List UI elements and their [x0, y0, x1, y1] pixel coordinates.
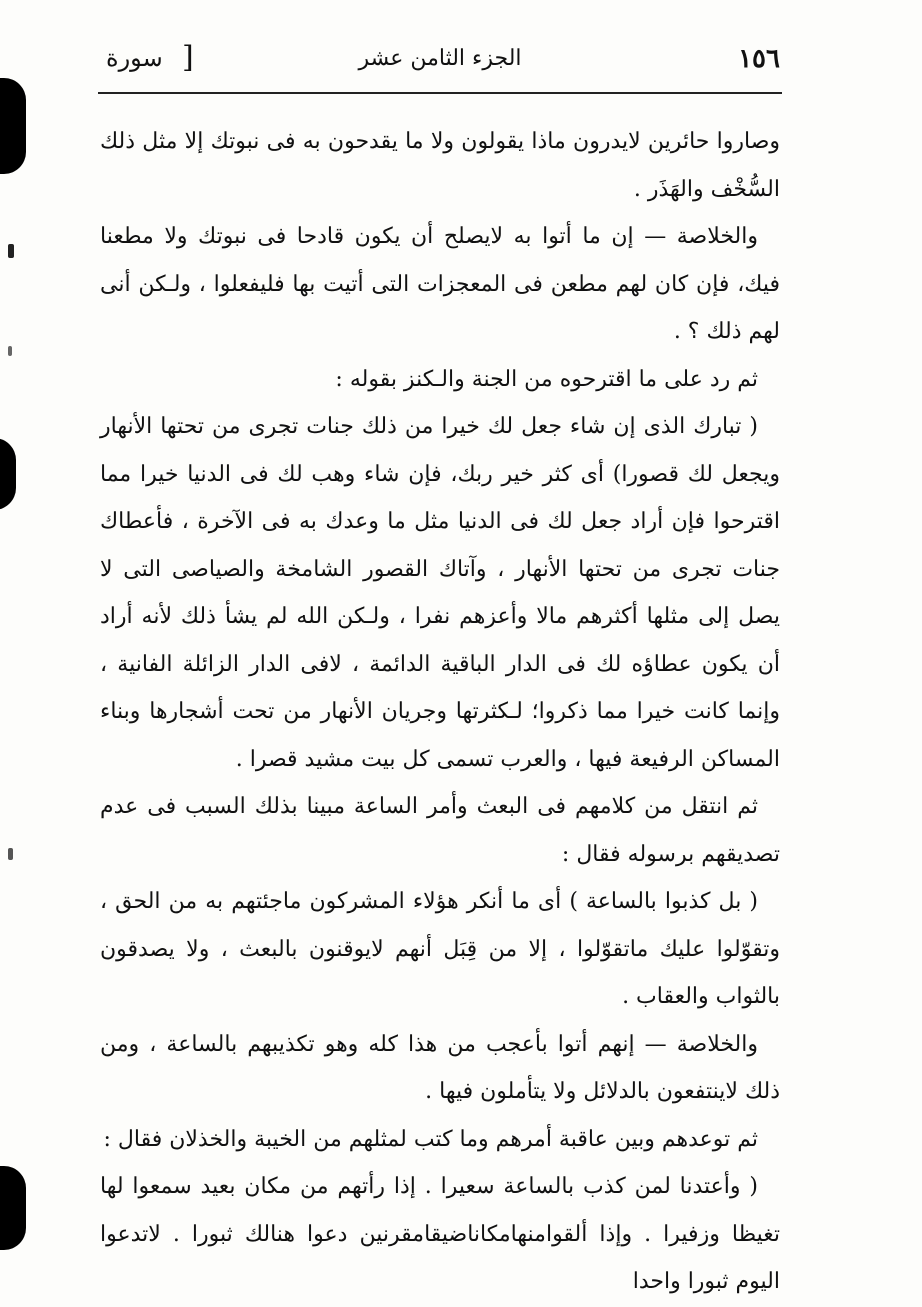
binder-hole-top — [0, 78, 26, 174]
paragraph: والخلاصة — إنهم أتوا بأعجب من هذا كله وهو تكذيبهم بالساعة ، ومن ذلك لاينتفعون بالدلائل ولا يتأملون فيها . — [100, 1031, 780, 1104]
scan-speck — [8, 244, 14, 258]
paragraph: ثم توعدهم وبين عاقبة أمرهم وما كتب لمثلهم من الخيبة والخذلان فقال : — [103, 1126, 758, 1152]
paragraph: ثم رد على ما اقترحوه من الجنة والـكنز بقوله : — [335, 366, 758, 392]
binder-hole-bottom — [0, 1166, 26, 1250]
running-header — [100, 40, 780, 86]
binder-hole-middle — [0, 438, 16, 510]
paragraph: ( وأعتدنا لمن كذب بالساعة سعيرا . إذا رأتهم من مكان بعيد سمعوا لها تغيظا وزفيرا . وإذا ألقوامنهامكاناضيقامقرنين دعوا هنالك ثبورا . لاتدعوا اليوم ثبورا واحدا — [100, 1174, 780, 1294]
paragraph: ثم انتقل من كلامهم فى البعث وأمر الساعة مبينا بذلك السبب فى عدم تصديقهم برسوله فقال : — [100, 794, 780, 867]
scan-speck — [8, 848, 13, 860]
header-rule — [98, 92, 782, 94]
paragraph: ( بل كذبوا بالساعة ) أى ما أنكر هؤلاء المشركون ماجئتهم به من الحق ، وتقوّلوا عليك ماتقوّلوا ، إلا من قِبَل أنهم لايوقنون بالبعث ، ولا يصدقون بالثواب والعقاب . — [100, 889, 780, 1009]
paragraph: والخلاصة — إن ما أتوا به لايصلح أن يكون قادحا فى نبوتك ولا مطعنا فيك، فإن كان لهم مطعن فى المعجزات التى أتيت بها فليفعلوا ، ولـكن أنى لهم ذلك ؟ . — [100, 224, 780, 344]
surah-label: سورة — [106, 44, 163, 72]
part-title: الجزء الثامن عشر — [358, 46, 522, 71]
header-bracket: [ — [182, 40, 194, 75]
scan-speck — [8, 346, 12, 356]
page-number: ١٥٦ — [738, 44, 780, 74]
page-body — [100, 118, 780, 1306]
paragraph: وصاروا حائرين لايدرون ماذا يقولون ولا ما يقدحون به فى نبوتك إلا مثل ذلك السُّخْف والهَذَر . — [100, 129, 780, 202]
paragraph: ( تبارك الذى إن شاء جعل لك خيرا من ذلك جنات تجرى من تحتها الأنهار ويجعل لك قصورا) أى كثر خير ربك، فإن شاء وهب لك فى الدنيا خيرا مما اقترحوا فإن أراد جعل لك فى الدنيا مثل ما وعدك به فى الآخرة ، فأعطاك جنات تجرى من تحتها الأنهار ، وآتاك القصور الشامخة والصياصى التى لا يصل إلى مثلها أكثرهم مالا وأعزهم نفرا ، ولـكن الله لم يشأ ذلك لأنه أراد أن يكون عطاؤه لك فى الدار الباقية الدائمة ، لافى الدار الزائلة الفانية ، وإنما كانت خيرا مما ذكروا؛ لـكثرتها وجريان الأنهار من تحت أشجارها وبناء المساكن الرفيعة فيها ، والعرب تسمى كل بيت مشيد قصرا . — [100, 414, 780, 772]
